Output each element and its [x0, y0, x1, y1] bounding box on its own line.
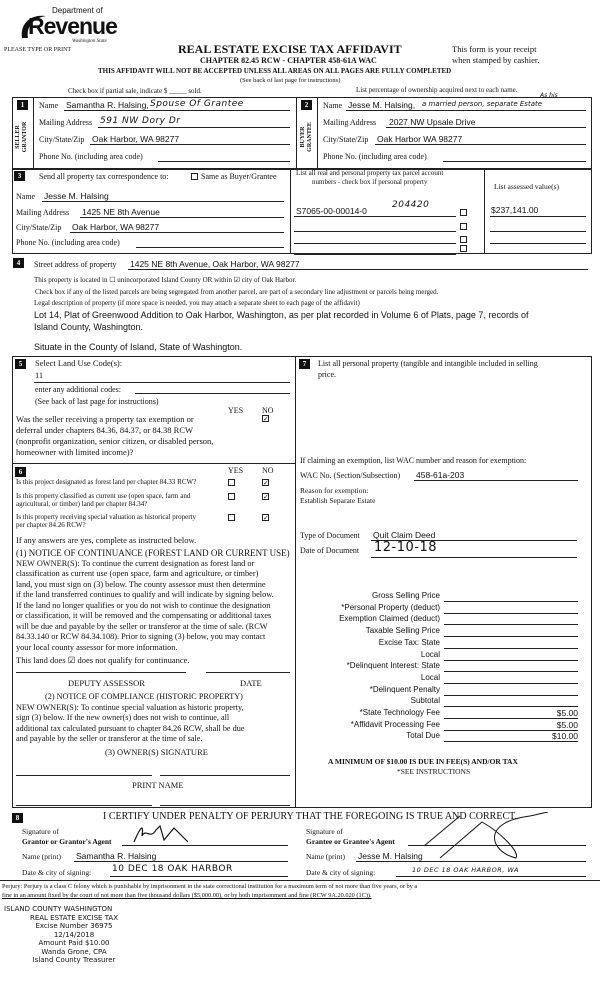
fee-label: *Affidavit Processing Fee	[350, 719, 440, 729]
notice-line: If the land no longer qualifies or you do not wish to continue the designation	[16, 600, 271, 610]
grantor-name-handwritten: Spouse Of Grantee	[150, 99, 244, 109]
grantee-sig-label: Signature of	[306, 827, 343, 836]
fee-label: *Delinquent Penalty	[369, 684, 440, 694]
fee-line	[444, 671, 578, 672]
please-type: PLEASE TYPE OR PRINT	[4, 47, 72, 53]
fee-line	[444, 683, 578, 684]
land-use-code[interactable]: 11	[35, 370, 44, 380]
assessed-header: List assessed value(s)	[494, 182, 559, 191]
yes-header: YES	[228, 406, 244, 415]
personal-property-checkbox[interactable]	[460, 245, 467, 252]
document-type[interactable]: Quit Claim Deed	[373, 530, 436, 540]
fee-line	[444, 636, 578, 637]
corr-city[interactable]: Oak Harbor, WA 98277	[72, 222, 160, 232]
buyer-grantee-label: BUYER GRANTEE	[300, 122, 313, 152]
grantee-mail-label: Mailing Address	[323, 118, 377, 127]
perjury-notice: fine in an amount fixed by the court of not more than five thousand dollars ($5,000.00), or by both imprisonment and fine (RCW 9A.20.020 (1C)).	[2, 892, 372, 899]
fee-line	[444, 601, 578, 602]
grantor-sig-label: Signature of	[22, 827, 59, 836]
if-yes-instruction: If any answers are yes, complete as instructed below.	[16, 535, 197, 545]
fee-line	[444, 624, 578, 625]
stamp-line: Excise Number 36975	[35, 922, 113, 930]
section-7-number: 7	[299, 359, 310, 369]
see-back: (See back of last page for instructions)	[240, 77, 341, 84]
same-as-buyer-label: Same as Buyer/Grantee	[201, 172, 277, 181]
form-title: REAL ESTATE EXCISE TAX AFFIDAVIT	[178, 42, 402, 56]
logo-revenue: Revenue	[28, 13, 117, 39]
corr-phone-label: Phone No. (including area code)	[16, 238, 120, 247]
notice-line: (2) NOTICE OF COMPLIANCE (HISTORIC PROPERTY)	[45, 692, 243, 701]
see-instructions: *SEE INSTRUCTIONS	[397, 767, 471, 776]
treasurer-stamp	[4, 905, 144, 965]
section-6-number: 6	[15, 467, 26, 477]
street-label: Street address of property	[34, 260, 117, 269]
fee-value[interactable]: $5.00	[556, 719, 578, 730]
fee-line	[444, 695, 578, 696]
assessed-value[interactable]: $237,141.00	[491, 205, 539, 215]
fee-label: Local	[420, 649, 440, 659]
seller-grantor-label: SELLER GRANTOR	[15, 121, 28, 153]
segregated-statement[interactable]: Check box if any of the listed parcels are being segregated from another parcel, are part of a secondary line adjustment or parcels being merged.	[35, 288, 439, 296]
fee-label: Local	[420, 672, 440, 682]
fee-label: Gross Selling Price	[371, 591, 440, 600]
additional-codes-label: enter any additional codes:	[35, 385, 121, 394]
historic-question: per chapter 84.26 RCW?	[16, 521, 86, 529]
continuance-qualification[interactable]: This land does ☑ does not qualify for continuance.	[16, 655, 190, 665]
grantee-phone-label: Phone No. (including area code)	[323, 152, 427, 161]
notice-line: will be due and payable by the seller or transferor at the time of sale. (RCW	[16, 621, 268, 631]
forest-no-checkbox[interactable]: ✓	[263, 479, 269, 487]
land-use-label: Select Land Use Code(s):	[35, 358, 123, 368]
notice-line: (1) NOTICE OF CONTINUANCE (FOREST LAND OR CURRENT USE)	[16, 548, 290, 558]
fee-label: Total Due	[406, 731, 440, 741]
fee-label: Excise Tax: State	[378, 637, 440, 647]
historic-yes-checkbox[interactable]	[228, 514, 235, 521]
grantor-agent-label: Grantor or Grantor's Agent	[22, 837, 112, 846]
logo-dept: Department of	[52, 6, 103, 15]
notice-line: classification as current use (open space, farm and agriculture, or timber)	[16, 569, 259, 578]
logo-state: Washington State	[72, 39, 107, 44]
no-header: NO	[262, 406, 274, 415]
grantor-signature[interactable]	[130, 818, 190, 848]
notice-line: if the land transferred continues to qualify and will indicate by signing below.	[16, 590, 274, 599]
legal-line-3: Situate in the County of Island, State of Washington.	[34, 342, 243, 352]
notice-line: or classification, it will be removed and the compensating or additional taxes	[16, 611, 272, 620]
section-5-number: 5	[15, 359, 26, 369]
grantee-mail[interactable]: 2027 NW Upsale Drive	[389, 117, 476, 127]
fee-line	[444, 648, 578, 649]
fee-line	[444, 741, 578, 742]
parcel-header-1: List all real and personal property tax parcel account	[296, 169, 444, 177]
notice-line: your local county assessor for more information.	[16, 642, 178, 652]
exemption-reason[interactable]: Establish Separate Estate	[300, 496, 376, 505]
stamp-line: 12/14/2018	[53, 930, 95, 939]
partial-sale: Check box if partial sale, indicate $ _____ sold.	[68, 87, 202, 95]
section-2-number: 2	[301, 100, 312, 110]
notice-line: NEW OWNER(S): To continue the current designation as forest land or	[16, 558, 255, 568]
corr-mail[interactable]: 1425 NE 8th Avenue	[82, 207, 160, 217]
seller-exemption-no-checkbox[interactable]: ✓	[263, 415, 269, 423]
grantee-name-handwritten-2: As his	[540, 92, 558, 99]
deputy-assessor-label: DEPUTY ASSESSOR	[68, 678, 145, 688]
section-4-number: 4	[13, 258, 24, 268]
doc-type-label: Type of Document	[300, 531, 360, 540]
grantor-date-label: Date & city of signing:	[22, 868, 92, 877]
notice-line: and payable by the seller or transferor at the time of sale.	[16, 734, 203, 743]
send-correspondence-label: Send all property tax correspondence to:	[39, 172, 169, 181]
current-use-question: Is this property classified as current use (open space, farm and	[16, 492, 191, 500]
grantee-city[interactable]: Oak Harbor WA 98277	[377, 134, 463, 144]
parcel-header-2: numbers - check box if personal property	[312, 178, 428, 186]
fee-value[interactable]: $10.00	[552, 731, 578, 742]
grantee-date-label: Date & city of signing:	[306, 868, 376, 877]
legal-line-2: Island County, Washington.	[34, 322, 144, 332]
fee-label: Subtotal	[410, 696, 440, 706]
grantor-phone-label: Phone No. (including area code)	[39, 152, 143, 161]
property-street[interactable]: 1425 NE 8th Avenue, Oak Harbor, WA 98277	[130, 259, 300, 269]
seller-exemption-question: deferral under chapters 84.36, 84.37, or 84.38 RCW	[16, 425, 194, 435]
location-statement: This property is located in ☐ unincorporated Island County OR within ☑ city of Oak Harbor.	[34, 276, 297, 284]
grantee-agent-label: Grantee or Grantee's Agent	[306, 837, 395, 846]
legal-label: Legal description of property (if more space is needed, you may attach a separate sheet to each page of the affidavit)	[34, 299, 360, 307]
ownership-note: List percentage of ownership acquired next to each name.	[356, 86, 518, 94]
grantor-mail-handwritten[interactable]: 591 NW Dory Dr	[100, 116, 181, 126]
form-chapter: CHAPTER 82.45 RCW - CHAPTER 458-61A WAC	[200, 56, 377, 65]
current-use-question: agricultural, or timber) land per chapter 84.34?	[16, 500, 148, 508]
fee-label: Taxable Selling Price	[365, 626, 440, 636]
warning: THIS AFFIDAVIT WILL NOT BE ACCEPTED UNLESS ALL AREAS ON ALL PAGES ARE FULLY COMPLETED	[98, 67, 452, 75]
corr-name[interactable]: Jesse M. Halsing	[44, 191, 109, 201]
seller-exemption-question: Was the seller receiving a property tax exemption or	[16, 414, 194, 424]
grantee-date-city[interactable]: 10 DEC 18 OAK HARBOR, WA	[412, 866, 519, 874]
parcel-handwritten: 204420	[392, 200, 430, 210]
perjury-notice: Perjury: Perjury is a class C felony which is punishable by imprisonment in the state correctional institution for a maximum term of not more than five years, or by a	[2, 883, 418, 890]
forest-land-question: Is this project designated as forest land per chapter 84.33 RCW?	[16, 478, 197, 486]
corr-city-label: City/State/Zip	[16, 223, 62, 232]
fee-value[interactable]: $5.00	[556, 708, 578, 718]
seller-exemption-question: homeowner with limited income)?	[16, 447, 134, 457]
document-date[interactable]: 12-10-18	[374, 540, 438, 555]
doc-date-label: Date of Document	[300, 546, 360, 555]
grantor-name-label: Name (print)	[22, 852, 61, 861]
stamp-line: ISLAND COUNTY WASHINGTON	[4, 905, 113, 913]
fee-line	[444, 660, 578, 661]
receipt-note-2: when stamped by cashier.	[452, 55, 540, 65]
current-use-no-checkbox[interactable]: ✓	[263, 493, 269, 501]
grantee-print-name[interactable]: Jesse M. Halsing	[358, 851, 423, 861]
fee-line	[444, 613, 578, 614]
grantee-signature[interactable]	[420, 812, 550, 862]
current-use-yes-checkbox[interactable]	[228, 493, 235, 500]
receipt-note-1: This form is your receipt	[452, 44, 537, 54]
personal-property-label: List all personal property (tangible and intangible included in selling	[318, 359, 538, 368]
personal-property-checkbox[interactable]	[460, 236, 467, 243]
section-8-number: 8	[12, 813, 23, 823]
fee-label: *State Technology Fee	[359, 708, 440, 717]
notice-line: land, you must sign on (3) below. The county assessor must then determine	[16, 579, 266, 589]
deputy-date-label: DATE	[240, 678, 262, 688]
personal-property-checkbox[interactable]	[460, 223, 467, 230]
notice-line: sign (3) below. If the new owner(s) does not wish to continue, all	[16, 713, 230, 722]
exemption-instruction: If claiming an exemption, list WAC number and reason for exemption:	[300, 456, 527, 465]
corr-mail-label: Mailing Address	[16, 208, 70, 217]
grantor-date-city[interactable]: 10 DEC 18 OAK HARBOR	[112, 864, 233, 874]
stamp-line: Amount Paid $10.00	[38, 939, 110, 947]
notice-line: 84.33.140 or RCW 84.34.108). Prior to signing (3) below, you may contact	[16, 632, 266, 641]
personal-property-label: price.	[318, 370, 336, 379]
notice-line: NEW OWNER(S): To continue special valuation as historic property,	[16, 702, 244, 712]
wac-label: WAC No. (Section/Subsection)	[300, 471, 401, 480]
reason-label: Reason for exemption:	[300, 486, 369, 495]
stamp-line: Wanda Grone, CPA	[41, 947, 107, 956]
certification-statement: I CERTIFY UNDER PENALTY OF PERJURY THAT THE FOREGOING IS TRUE AND CORRECT.	[103, 811, 517, 822]
fee-label: *Delinquent Interest: State	[346, 661, 440, 671]
grantor-name[interactable]: Samantha R. Halsing,	[66, 100, 149, 110]
historic-question: Is this property receiving special valuation as historical property	[16, 513, 197, 521]
parcel-number[interactable]: S7065-00-00014-0	[296, 206, 367, 216]
section-3-number: 3	[14, 171, 25, 181]
stamp-line: REAL ESTATE EXCISE TAX	[29, 913, 119, 922]
personal-property-checkbox[interactable]	[460, 209, 467, 216]
seller-exemption-question: (nonprofit organization, senior citizen, or disabled person,	[16, 436, 214, 446]
minimum-notice: A MINIMUM OF $10.00 IS DUE IN FEE(S) AND/OR TAX	[328, 757, 518, 766]
grantee-name-label: Name (print)	[306, 852, 345, 861]
owner-signature-label: (3) OWNER(S) SIGNATURE	[105, 747, 208, 757]
grantor-city[interactable]: Oak Harbor, WA 98277	[92, 134, 180, 144]
land-use-see-back: (See back of last page for instructions)	[35, 397, 159, 406]
historic-no-checkbox[interactable]: ✓	[263, 514, 269, 522]
corr-name-label: Name	[16, 192, 36, 201]
wac-number[interactable]: 458-61a-203	[416, 470, 465, 480]
grantee-name-label: Name	[323, 101, 343, 110]
stamp-line: Island County Treasurer	[32, 956, 116, 964]
section-1-number: 1	[17, 100, 28, 110]
notice-line: additional tax calculated pursuant to chapter 84.26 RCW, shall be due	[16, 723, 245, 733]
forest-yes-checkbox[interactable]	[228, 479, 235, 486]
no-header: NO	[262, 466, 274, 475]
fee-label: *Personal Property (deduct)	[341, 602, 440, 612]
grantor-city-label: City/State/Zip	[39, 135, 85, 144]
yes-header: YES	[228, 466, 244, 475]
divider	[33, 97, 34, 170]
grantor-name-label: Name	[39, 101, 59, 110]
grantee-name-handwritten: a married person, separate Estate	[422, 100, 543, 108]
divider	[296, 97, 297, 170]
grantee-city-label: City/State/Zip	[323, 135, 369, 144]
same-as-buyer-checkbox[interactable]	[191, 173, 198, 180]
print-name-label: PRINT NAME	[132, 780, 184, 790]
divider	[317, 97, 318, 170]
legal-line-1: Lot 14, Plat of Greenwood Addition to Oak Harbor, Washington, as per plat recorded in Volume 6 of Plats, page 7, records of	[34, 310, 529, 320]
grantor-mail-label: Mailing Address	[39, 118, 93, 127]
grantor-print-name[interactable]: Samantha R. Halsing	[76, 851, 157, 861]
grantee-name[interactable]: Jesse M. Halsing,	[348, 100, 416, 110]
fee-label: Exemption Claimed (deduct)	[339, 614, 440, 624]
